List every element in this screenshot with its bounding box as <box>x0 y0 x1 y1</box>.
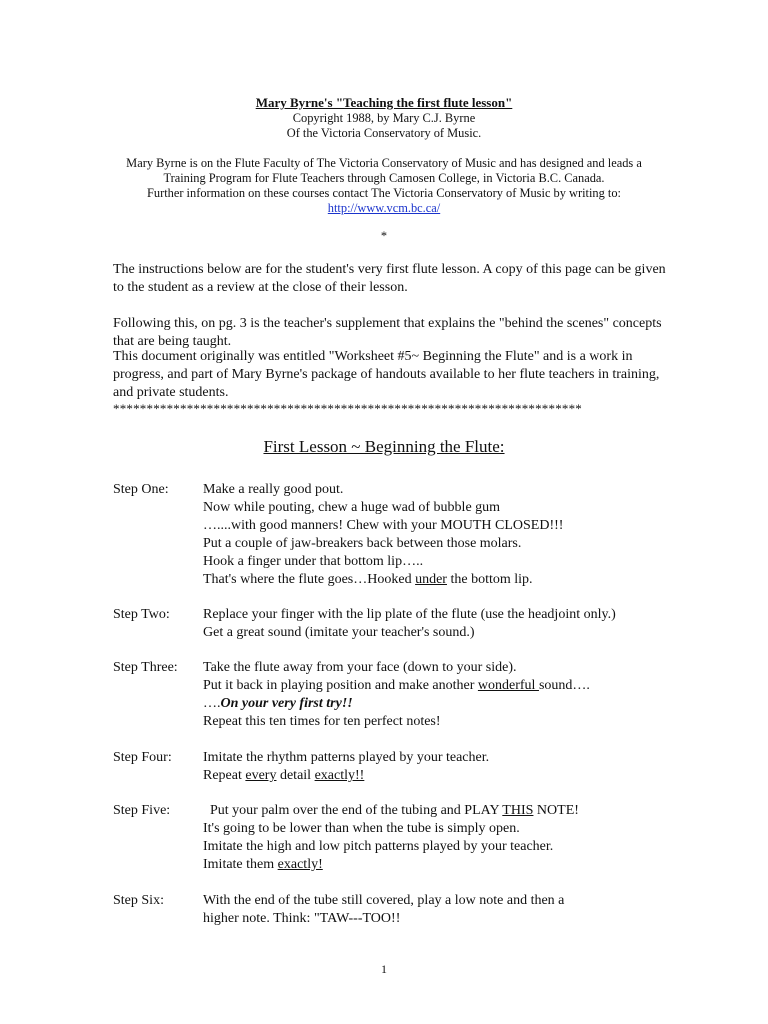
step-body <box>203 659 723 731</box>
step-line: Hook a finger under that bottom lip….. <box>203 554 424 569</box>
separator-asterisk: * <box>380 229 388 243</box>
step-label: Step Two: <box>113 607 170 622</box>
step-line: Replace your finger with the lip plate of the flute (use the headjoint only.) <box>203 607 616 622</box>
step-line: Imitate the rhythm patterns played by your teacher. <box>203 750 490 765</box>
underlined-word: under <box>415 572 447 587</box>
step-body <box>203 892 723 928</box>
step-body <box>203 802 723 874</box>
bio-line-1: Mary Byrne is on the Flute Faculty of The Victoria Conservatory of Music and has designed and leads a <box>126 156 642 170</box>
text-run: Imitate them <box>203 857 278 872</box>
step-line: higher note. Think: "TAW---TOO!! <box>203 911 401 926</box>
step-label: Step Three: <box>113 660 178 675</box>
text-run: Repeat <box>203 768 246 783</box>
text-run: sound…. <box>538 678 590 693</box>
text-run: detail <box>276 768 315 783</box>
step-line: Get a great sound (imitate your teacher's sound.) <box>203 625 475 640</box>
step-line: …....with good manners! Chew with your MOUTH CLOSED!!! <box>203 518 564 533</box>
step-label: Step Four: <box>113 750 172 765</box>
document-title: Mary Byrne's "Teaching the first flute lesson" <box>255 95 513 110</box>
intro-paragraph-2: Following this, on pg. 3 is the teacher's supplement that explains the "behind the scenes" concepts that are being taught. <box>113 316 662 349</box>
copyright-line: Copyright 1988, by Mary C.J. Byrne <box>292 111 476 125</box>
intro-paragraph-1: The instructions below are for the student's very first flute lesson. A copy of this page can be given to the student as a review at the close of their lesson. <box>113 262 666 295</box>
step-line: It's going to be lower than when the tube is simply open. <box>203 821 520 836</box>
underlined-word: exactly!! <box>314 768 365 783</box>
step-line: Imitate the high and low pitch patterns played by your teacher. <box>203 839 554 854</box>
step-body <box>203 606 723 642</box>
step-line <box>203 802 723 820</box>
step-line: Now while pouting, chew a huge wad of bubble gum <box>203 500 501 515</box>
url-line <box>0 201 768 217</box>
step-line <box>203 677 723 695</box>
bio-line-2: Training Program for Flute Teachers through Camosen College, in Victoria B.C. Canada. <box>163 171 605 185</box>
underlined-word: wonderful <box>477 678 539 693</box>
emphasis-text: On your very first try!! <box>220 696 353 711</box>
text-run: NOTE! <box>533 803 579 818</box>
step-label: Step Five: <box>113 803 171 818</box>
star-divider: ********************************************************************** <box>113 401 582 416</box>
lesson-title: First Lesson ~ Beginning the Flute: <box>263 437 505 456</box>
page-number: 1 <box>381 962 387 976</box>
step-line <box>203 571 723 589</box>
text-run: Put it back in playing position and make another <box>203 678 478 693</box>
text-run: That's where the flute goes…Hooked <box>203 572 416 587</box>
underlined-word: THIS <box>502 803 534 818</box>
underlined-word: exactly! <box>277 857 323 872</box>
step-line: Repeat this ten times for ten perfect notes! <box>203 714 441 729</box>
step-line: Make a really good pout. <box>203 482 344 497</box>
step-line <box>203 695 723 713</box>
step-line <box>203 767 723 785</box>
underlined-word: every <box>245 768 277 783</box>
bio-line-3: Further information on these courses contact The Victoria Conservatory of Music by writing to: <box>146 186 621 200</box>
step-line: Put a couple of jaw-breakers back between those molars. <box>203 536 522 551</box>
text-run: the bottom lip. <box>446 572 533 587</box>
step-label: Step One: <box>113 482 169 497</box>
affiliation-line: Of the Victoria Conservatory of Music. <box>286 126 482 140</box>
text-run: …. <box>203 696 221 711</box>
step-line: With the end of the tube still covered, play a low note and then a <box>203 893 565 908</box>
step-line <box>203 856 723 874</box>
step-body <box>203 481 723 589</box>
vcm-website-link[interactable]: http://www.vcm.bc.ca/ <box>327 201 441 215</box>
text-run: Put your palm over the end of the tubing and PLAY <box>203 803 503 818</box>
step-label: Step Six: <box>113 893 164 908</box>
step-body <box>203 749 723 785</box>
intro-paragraph-3: This document originally was entitled "Worksheet #5~ Beginning the Flute" and is a work in progress, and part of Mary Byrne's package of handouts available to her flute teachers in training, and private students. <box>113 349 660 400</box>
step-line: Take the flute away from your face (down to your side). <box>203 660 517 675</box>
